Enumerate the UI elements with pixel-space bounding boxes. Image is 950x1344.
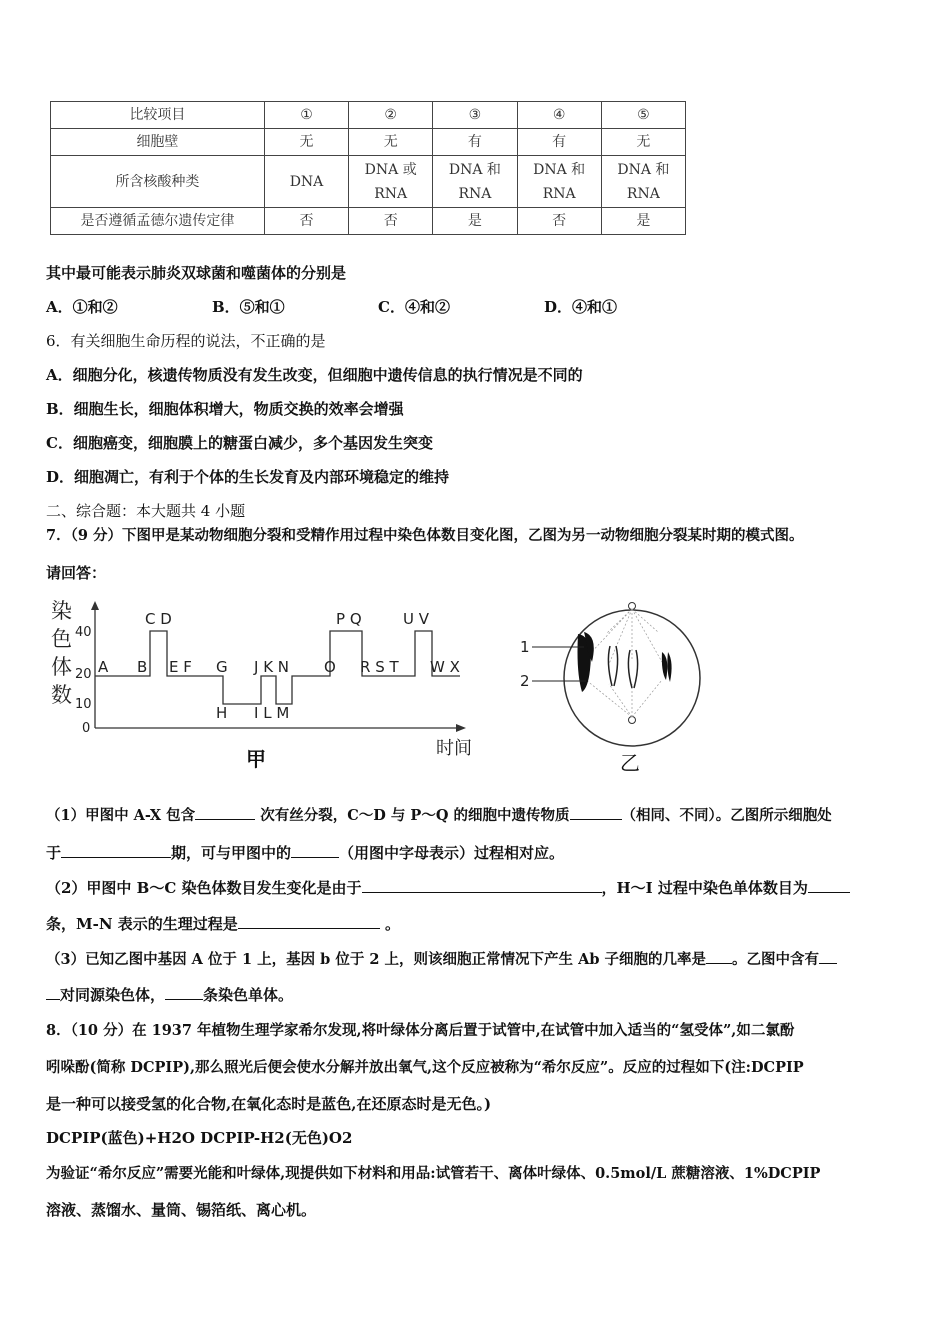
table-row-label: 所含核酸种类 bbox=[51, 156, 265, 208]
table-cell: 无 bbox=[349, 129, 433, 156]
q7-part1-cont bbox=[46, 842, 564, 863]
answer-blank[interactable] bbox=[165, 985, 203, 1000]
point-label: C D bbox=[145, 610, 172, 628]
point-label: E F bbox=[169, 658, 192, 676]
q7-part1-text: 次有丝分裂，C～D 与 P～Q 的细胞中遗传物质 bbox=[260, 807, 570, 824]
y-tick: 20 bbox=[75, 667, 92, 682]
answer-blank[interactable] bbox=[808, 878, 850, 893]
table-header-cell: ② bbox=[349, 102, 433, 129]
figure-caption: 乙 bbox=[620, 751, 640, 775]
q7-part2-text: （2）甲图中 B～C 染色体数目发生变化是由于 bbox=[46, 879, 362, 897]
y-axis-arrow bbox=[91, 601, 99, 610]
point-label: W X bbox=[430, 658, 460, 676]
y-tick: 40 bbox=[75, 625, 92, 640]
chromosome-3 bbox=[662, 652, 672, 682]
q7-part3-text: 对同源染色体， bbox=[60, 986, 166, 1004]
table-cell: DNA 和 RNA bbox=[517, 156, 601, 208]
q7-part2-text: ，H～I 过程中染色单体数目为 bbox=[601, 879, 808, 897]
option-c: C．④和② bbox=[378, 298, 450, 316]
q7-part1-text: （用图中字母表示）过程相对应。 bbox=[339, 844, 565, 862]
cell-label-1: 1 bbox=[520, 638, 530, 656]
table-cell: 否 bbox=[349, 208, 433, 235]
table-cell: 有 bbox=[433, 129, 517, 156]
table-cell: 无 bbox=[601, 129, 685, 156]
q6-option-d: D．细胞凋亡，有利于个体的生长发育及内部环境稳定的维持 bbox=[46, 468, 450, 486]
q8-line: 为验证“希尔反应”需要光能和叶绿体,现提供如下材料和用品:试管若干、离体叶绿体、0.5mol/L 蔗糖溶液、1%DCPIP bbox=[46, 1165, 821, 1182]
x-axis-label: 时间 bbox=[436, 738, 472, 759]
answer-blank[interactable] bbox=[195, 805, 255, 820]
q7-part3-cont bbox=[46, 984, 293, 1005]
table-cell: 是 bbox=[433, 208, 517, 235]
figure-caption: 甲 bbox=[246, 747, 266, 771]
cell-label-2: 2 bbox=[520, 672, 530, 690]
q8-line: 是一种可以接受氢的化合物,在氧化态时是蓝色,在还原态时是无色。) bbox=[46, 1095, 492, 1113]
q7-part3 bbox=[46, 948, 837, 969]
table-row-label: 细胞壁 bbox=[51, 129, 265, 156]
table-cell: 有 bbox=[517, 129, 601, 156]
q8-line: 吲哚酚(简称 DCPIP),那么照光后便会使水分解并放出氧气,这个反应被称为“希尔反应”。反应的过程如下(注:DCPIP bbox=[46, 1059, 804, 1076]
q6-option-a: A．细胞分化，核遗传物质没有发生改变，但细胞中遗传信息的执行情况是不同的 bbox=[46, 366, 583, 384]
answer-blank[interactable] bbox=[570, 805, 622, 820]
q8-line: 8．（10 分）在 1937 年植物生理学家希尔发现,将叶绿体分离后置于试管中,在试管中加入适当的“氢受体”,如二氯酚 bbox=[46, 1022, 795, 1039]
point-label: J K N bbox=[254, 658, 290, 676]
table-cell: 无 bbox=[264, 129, 348, 156]
q7-part2 bbox=[46, 877, 850, 898]
spindle-fibers bbox=[586, 609, 662, 717]
centrosome-top bbox=[629, 603, 636, 610]
table-header-cell: 比较项目 bbox=[51, 102, 265, 129]
ylabel-char: 染 bbox=[51, 599, 72, 623]
q7-part1-text: 期，可与甲图中的 bbox=[171, 844, 292, 862]
y-tick: 10 bbox=[75, 697, 92, 712]
y-tick: 0 bbox=[82, 721, 91, 736]
point-label: P Q bbox=[336, 610, 362, 628]
q6-stem: 6．有关细胞生命历程的说法，不正确的是 bbox=[46, 332, 326, 350]
q5-stem: 其中最可能表示肺炎双球菌和噬菌体的分别是 bbox=[46, 264, 347, 282]
table-row bbox=[51, 156, 686, 208]
cell-division-diagram bbox=[514, 592, 724, 778]
option-a: A．①和② bbox=[46, 298, 118, 316]
table-cell: 是 bbox=[601, 208, 685, 235]
q7-part1 bbox=[46, 804, 832, 825]
q8-line: 溶液、蒸馏水、量筒、锡箔纸、离心机。 bbox=[46, 1201, 317, 1219]
point-label: B bbox=[137, 658, 148, 676]
table-header-row bbox=[51, 102, 686, 129]
q8-equation: DCPIP(蓝色)+H2O DCPIP-H2(无色)O2 bbox=[46, 1129, 353, 1147]
answer-blank[interactable] bbox=[819, 949, 837, 964]
point-label: R S T bbox=[360, 658, 399, 676]
q7-part1-text: 于 bbox=[46, 844, 62, 862]
q7-part1-text: （相同、不同）。乙图所示细胞处 bbox=[621, 807, 832, 824]
point-label: A bbox=[98, 658, 109, 676]
point-label: U V bbox=[403, 610, 430, 628]
q7-part3-text: 。乙图中含有 bbox=[732, 951, 820, 968]
q7-intro-2: 请回答： bbox=[46, 564, 107, 582]
ylabel-char: 色 bbox=[51, 627, 72, 651]
table-cell: DNA 和 RNA bbox=[433, 156, 517, 208]
table-header-cell: ⑤ bbox=[601, 102, 685, 129]
table-cell: DNA bbox=[264, 156, 348, 208]
q7-part3-text: 条染色单体。 bbox=[203, 986, 294, 1004]
answer-blank[interactable] bbox=[362, 878, 602, 893]
q7-part2-cont bbox=[46, 913, 400, 934]
centrosome-bottom bbox=[629, 717, 636, 724]
point-label: G bbox=[216, 658, 228, 676]
point-label: I L M bbox=[254, 704, 290, 722]
point-label: O bbox=[324, 658, 336, 676]
point-label: H bbox=[216, 704, 228, 722]
q7-part2-text: 。 bbox=[385, 915, 401, 933]
table-header-cell: ① bbox=[264, 102, 348, 129]
table-cell: 否 bbox=[517, 208, 601, 235]
q7-part1-text: （1）甲图中 A-X 包含 bbox=[46, 807, 196, 824]
q7-part2-text: 条，M-N 表示的生理过程是 bbox=[46, 915, 238, 933]
table-row bbox=[51, 129, 686, 156]
table-cell: DNA 和 RNA bbox=[601, 156, 685, 208]
ylabel-char: 数 bbox=[51, 683, 72, 707]
option-d: D．④和① bbox=[544, 298, 618, 316]
chromosome-2 bbox=[608, 646, 637, 688]
answer-blank[interactable] bbox=[46, 985, 60, 1000]
table-cell: 否 bbox=[264, 208, 348, 235]
answer-blank[interactable] bbox=[706, 949, 732, 964]
q6-option-c: C．细胞癌变，细胞膜上的糖蛋白减少，多个基因发生突变 bbox=[46, 434, 433, 452]
table-header-cell: ④ bbox=[517, 102, 601, 129]
table-row-label: 是否遵循孟德尔遗传定律 bbox=[51, 208, 265, 235]
chromosome-count-graph bbox=[40, 596, 480, 776]
ylabel-char: 体 bbox=[51, 655, 72, 679]
section-heading: 二、综合题：本大题共 4 小题 bbox=[46, 502, 246, 520]
answer-blank[interactable] bbox=[238, 914, 380, 929]
q6-option-b: B．细胞生长，细胞体积增大，物质交换的效率会增强 bbox=[46, 400, 404, 418]
q7-part3-text: （3）已知乙图中基因 A 位于 1 上，基因 b 位于 2 上，则该细胞正常情况下产生 Ab 子细胞的几率是 bbox=[46, 951, 707, 968]
q5-options bbox=[46, 296, 617, 317]
table-row bbox=[51, 208, 686, 235]
comparison-table bbox=[50, 101, 686, 235]
q7-intro: 7．（9 分）下图甲是某动物细胞分裂和受精作用过程中染色体数目变化图，乙图为另一动物细胞分裂某时期的模式图。 bbox=[46, 527, 804, 544]
answer-blank[interactable] bbox=[61, 843, 171, 858]
x-axis-arrow bbox=[456, 724, 466, 732]
answer-blank[interactable] bbox=[291, 843, 339, 858]
chromosome-1 bbox=[578, 632, 594, 692]
option-b: B．⑤和① bbox=[212, 298, 285, 316]
table-header-cell: ③ bbox=[433, 102, 517, 129]
table-cell: DNA 或 RNA bbox=[349, 156, 433, 208]
